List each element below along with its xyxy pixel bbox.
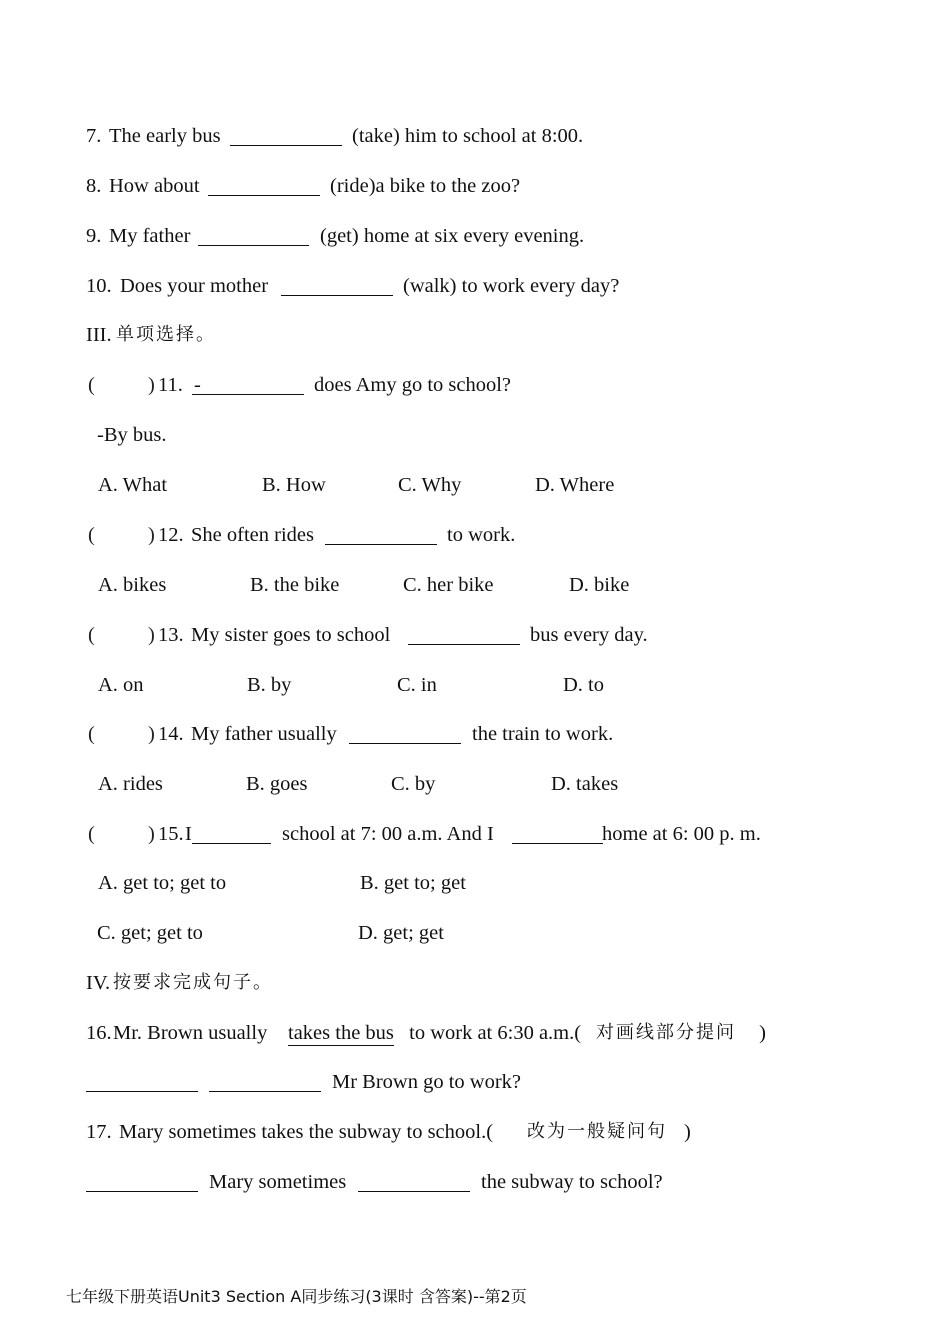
section-title: 单项选择。	[116, 324, 216, 345]
option-b[interactable]: B. the bike	[250, 574, 340, 596]
instruction: 改为一般疑问句	[527, 1121, 667, 1142]
underlined-phrase: takes the bus	[288, 1022, 394, 1044]
answer-paren-close: )	[148, 823, 155, 845]
question-number: 7.	[86, 125, 102, 147]
question-text-after: to work at 6:30 a.m.(	[404, 1022, 582, 1044]
option-c[interactable]: C. in	[397, 674, 437, 696]
answer-blank[interactable]	[192, 370, 304, 395]
section-numeral: IV.	[86, 972, 111, 994]
answer-blank[interactable]	[230, 121, 342, 146]
question-text-before: My father	[109, 225, 191, 247]
answer-paren-open[interactable]: (	[88, 374, 95, 396]
question-text-after: home at 6: 00 p. m.	[602, 823, 761, 845]
question-14-options	[0, 769, 950, 799]
instruction-close: )	[754, 1022, 766, 1044]
instruction-close: )	[684, 1121, 691, 1143]
question-text-before: Does your mother	[120, 275, 269, 297]
question-number: 10.	[86, 275, 112, 297]
question-text-before: Mr. Brown usually	[113, 1022, 273, 1044]
question-11-options	[0, 470, 950, 500]
option-b[interactable]: B. get to; get	[360, 872, 466, 894]
option-b[interactable]: B. How	[262, 474, 326, 496]
question-13-options	[0, 670, 950, 700]
section-title: 按要求完成句子。	[113, 972, 273, 993]
question-number: 15.	[158, 823, 184, 845]
question-11	[0, 370, 950, 400]
answer-blank-2[interactable]	[512, 819, 603, 844]
question-text-after: (take) him to school at 8:00.	[352, 125, 584, 147]
question-12-options	[0, 570, 950, 600]
question-text-after: the train to work.	[472, 723, 614, 745]
question-7	[0, 121, 950, 151]
question-text-after: does Amy go to school?	[314, 374, 512, 396]
option-d[interactable]: D. takes	[551, 773, 619, 795]
option-d[interactable]: D. bike	[569, 574, 630, 596]
question-text-after: (ride)a bike to the zoo?	[330, 175, 521, 197]
answer-blank[interactable]	[408, 620, 520, 645]
question-text-after: bus every day.	[530, 624, 648, 646]
question-16	[0, 1018, 950, 1048]
option-d[interactable]: D. to	[563, 674, 604, 696]
answer-paren-open[interactable]: (	[88, 823, 95, 845]
option-d[interactable]: D. get; get	[358, 922, 444, 944]
section-numeral: III.	[86, 324, 112, 346]
answer-blank[interactable]	[349, 719, 461, 744]
question-15	[0, 819, 950, 849]
question-17	[0, 1117, 950, 1147]
section-4-heading	[0, 968, 950, 998]
option-a[interactable]: A. bikes	[98, 574, 167, 596]
question-text-before: The early bus	[109, 125, 221, 147]
answer-text-after: Mr Brown go to work?	[332, 1071, 522, 1093]
option-a[interactable]: A. get to; get to	[98, 872, 227, 894]
option-a[interactable]: A. rides	[98, 773, 163, 795]
question-number: 17.	[86, 1121, 112, 1143]
question-number: 12.	[158, 524, 184, 546]
question-text-before: I	[185, 823, 192, 845]
option-c[interactable]: C. Why	[398, 474, 462, 496]
question-number: 13.	[158, 624, 184, 646]
section-3-heading	[0, 320, 950, 350]
question-15-options-cd	[0, 918, 950, 948]
question-14	[0, 719, 950, 749]
answer-paren-open[interactable]: (	[88, 624, 95, 646]
option-c[interactable]: C. by	[391, 773, 436, 795]
answer-blank-2[interactable]	[209, 1067, 321, 1092]
answer-paren-open[interactable]: (	[88, 723, 95, 745]
dialog-dash: -	[194, 374, 201, 396]
page-footer: 七年级下册英语Unit3 Section A同步练习(3课时 含答案)--第2页	[66, 1287, 527, 1306]
question-text-middle: school at 7: 00 a.m. And I	[282, 823, 494, 845]
question-12	[0, 520, 950, 550]
question-16-answer	[0, 1067, 950, 1097]
question-text-before: She often rides	[191, 524, 314, 546]
question-15-options-ab	[0, 868, 950, 898]
instruction: 对画线部分提问	[596, 1022, 736, 1043]
option-d[interactable]: D. Where	[535, 474, 615, 496]
option-b[interactable]: B. by	[247, 674, 292, 696]
answer-text-middle: Mary sometimes	[209, 1171, 347, 1193]
question-number: 11.	[158, 374, 183, 396]
answer-blank-1[interactable]	[86, 1167, 198, 1192]
answer-blank[interactable]	[208, 171, 320, 196]
answer-blank-1[interactable]	[192, 819, 271, 844]
option-c[interactable]: C. get; get to	[97, 922, 203, 944]
answer-paren-close: )	[148, 524, 155, 546]
answer-blank-2[interactable]	[358, 1167, 470, 1192]
question-9	[0, 221, 950, 251]
question-text-before: How about	[109, 175, 200, 197]
question-10	[0, 271, 950, 301]
question-number: 9.	[86, 225, 102, 247]
answer-blank[interactable]	[198, 221, 309, 246]
question-text-after: (get) home at six every evening.	[320, 225, 585, 247]
question-number: 8.	[86, 175, 102, 197]
question-sentence: Mary sometimes takes the subway to school.(	[119, 1121, 494, 1143]
question-text-after: (walk) to work every day?	[403, 275, 620, 297]
question-11-reply	[0, 420, 950, 450]
answer-text-after: the subway to school?	[481, 1171, 663, 1193]
question-number: 16.	[86, 1022, 112, 1044]
answer-paren-close: )	[148, 374, 155, 396]
question-number: 14.	[158, 723, 184, 745]
question-text-after: to work.	[447, 524, 516, 546]
answer-blank[interactable]	[325, 520, 437, 545]
answer-paren-open[interactable]: (	[88, 524, 95, 546]
answer-blank-1[interactable]	[86, 1067, 198, 1092]
reply-text: -By bus.	[97, 424, 167, 446]
option-b[interactable]: B. goes	[246, 773, 308, 795]
question-13	[0, 620, 950, 650]
option-a[interactable]: A. What	[98, 474, 168, 496]
question-text-before: My father usually	[191, 723, 337, 745]
question-8	[0, 171, 950, 201]
question-17-answer	[0, 1167, 950, 1197]
option-c[interactable]: C. her bike	[403, 574, 494, 596]
question-text-before: My sister goes to school	[191, 624, 391, 646]
answer-blank[interactable]	[281, 271, 393, 296]
option-a[interactable]: A. on	[98, 674, 144, 696]
answer-paren-close: )	[148, 624, 155, 646]
answer-paren-close: )	[148, 723, 155, 745]
